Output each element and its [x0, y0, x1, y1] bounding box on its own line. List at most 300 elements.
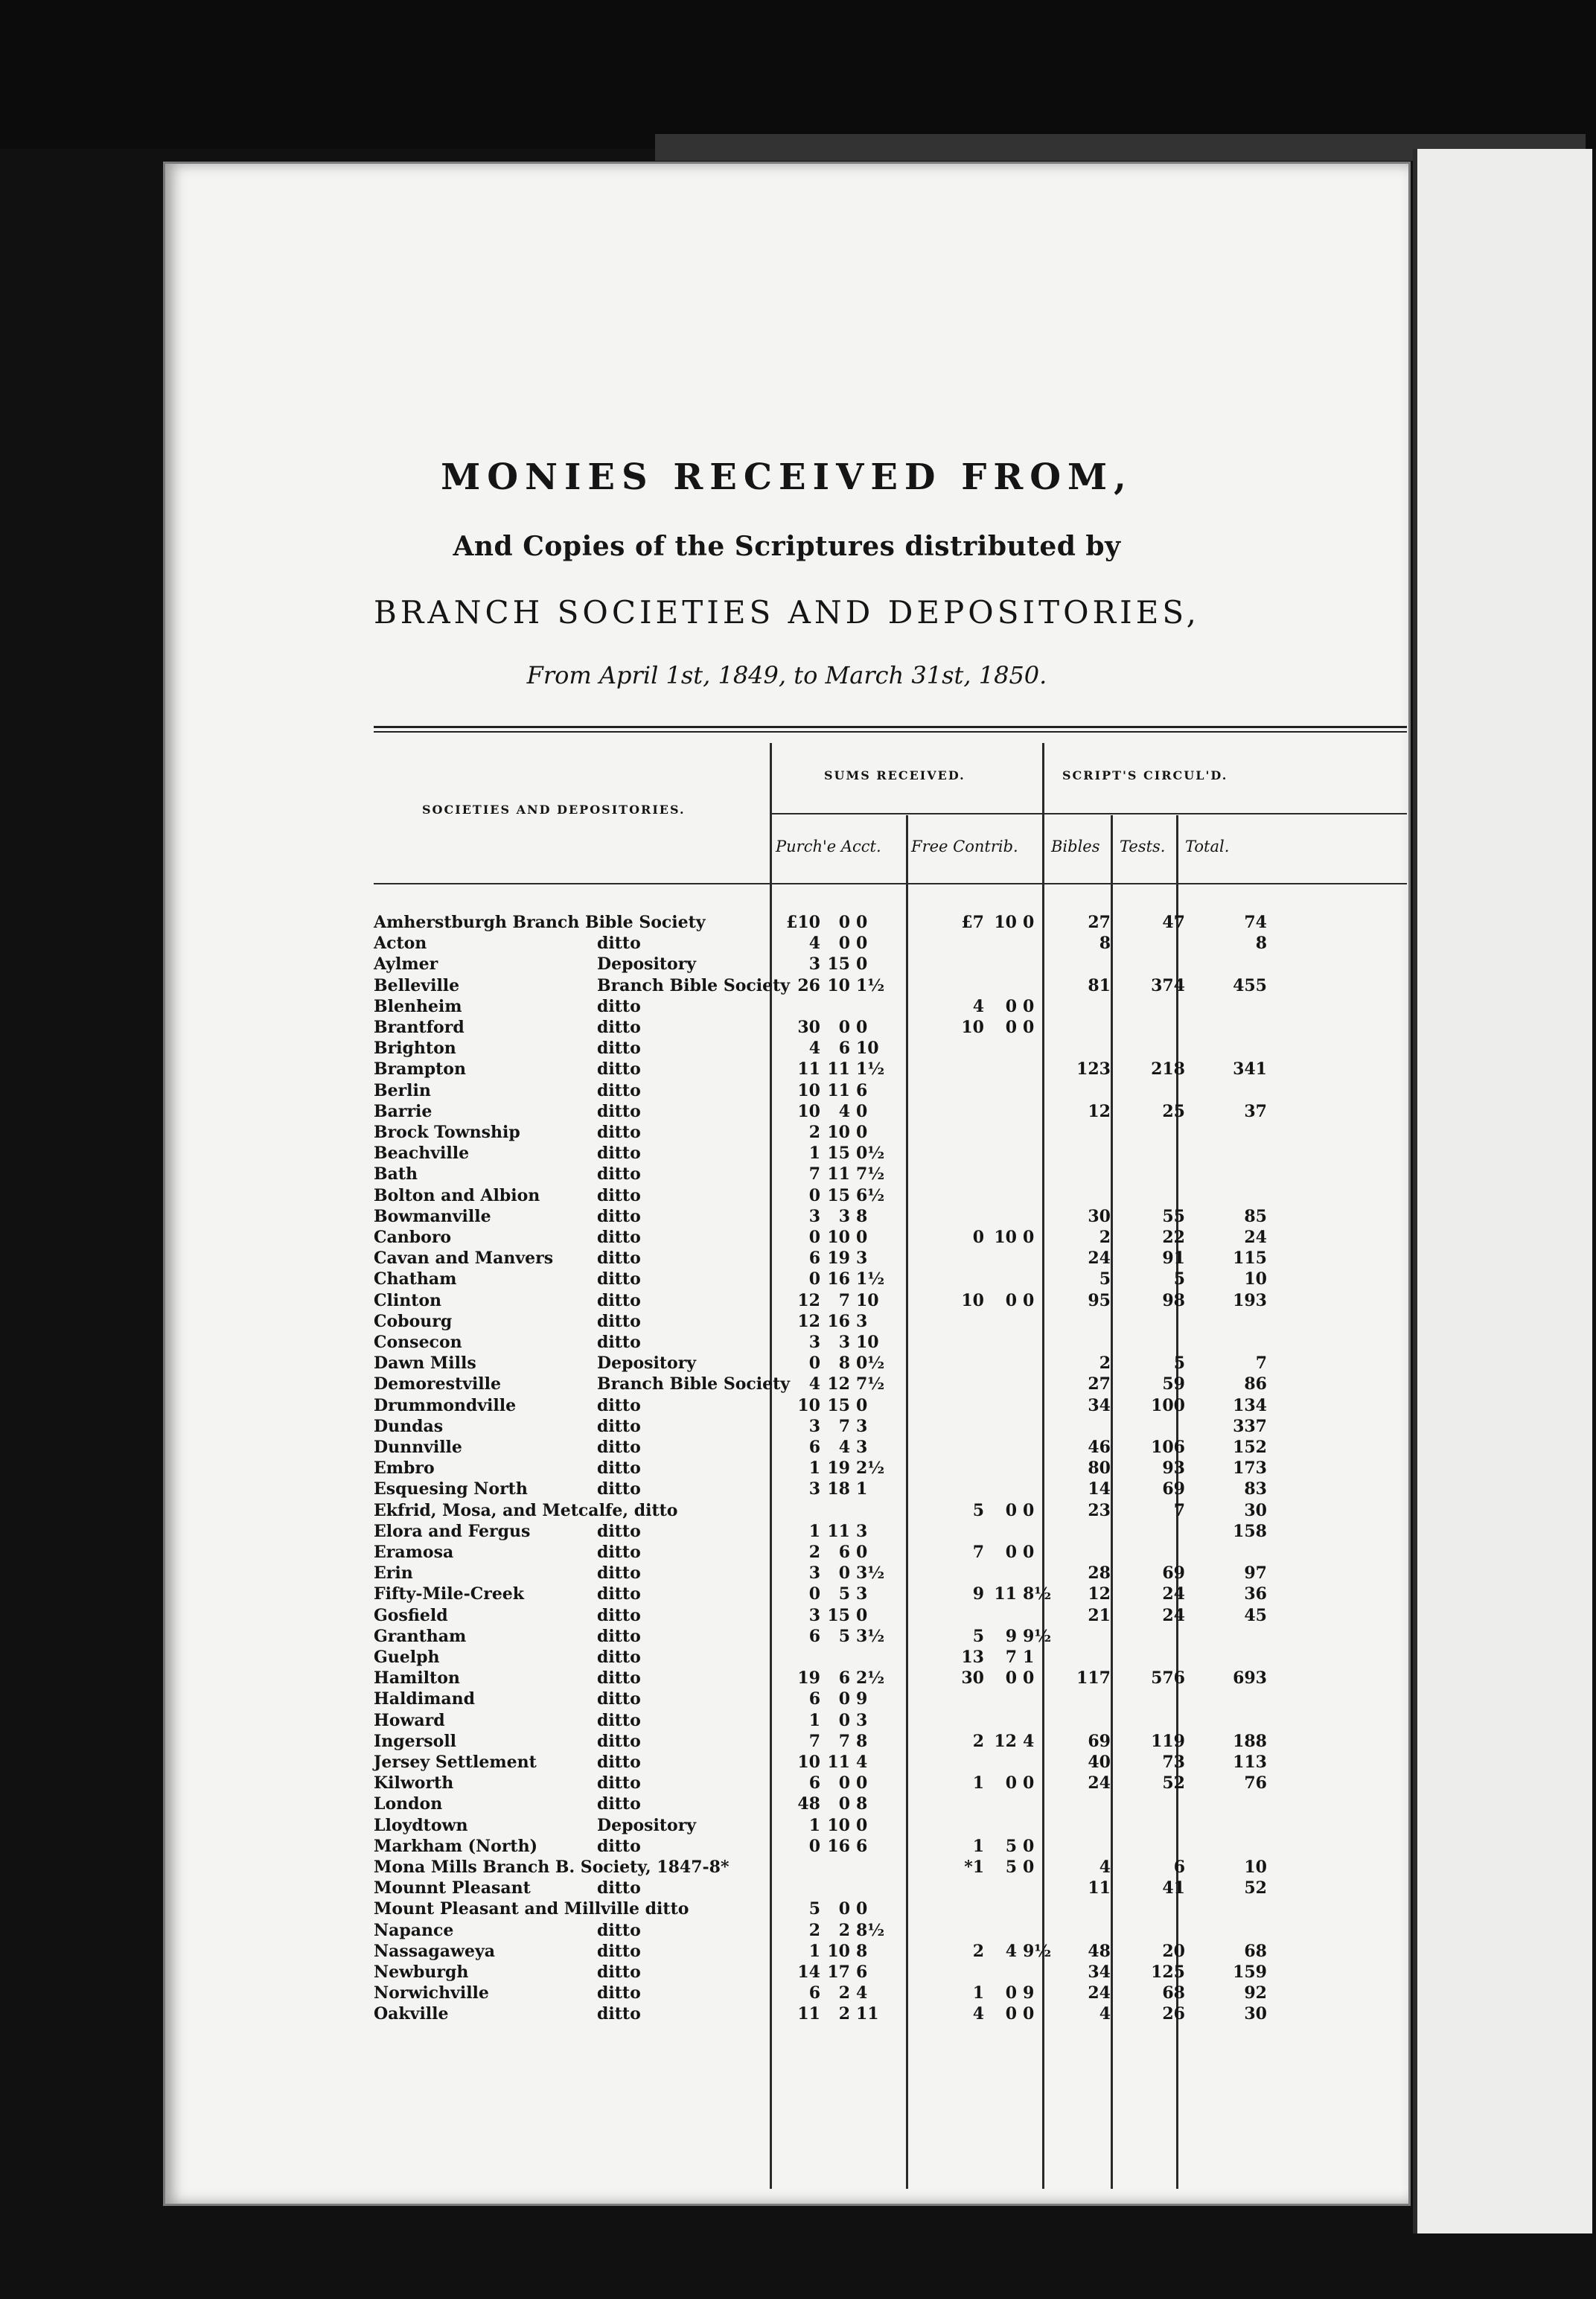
purch-shillings: 6	[838, 1039, 850, 1059]
table-row	[165, 1101, 1408, 1122]
table-row	[165, 1815, 1408, 1836]
free-pounds: 30	[961, 1668, 984, 1689]
total-count: 693	[1233, 1668, 1267, 1689]
society-type: ditto	[597, 1269, 641, 1289]
purch-pence: 8½	[856, 1920, 885, 1940]
header-bibles: Bibles	[1051, 838, 1100, 855]
purch-pence: 10	[856, 1039, 879, 1059]
table-row	[165, 1878, 1408, 1898]
tests-count: 41	[1162, 1878, 1185, 1898]
society-name: Esquesing North	[374, 1479, 528, 1499]
bibles-count: 23	[1088, 1500, 1111, 1520]
society-name: Cavan and Manvers	[374, 1249, 554, 1269]
tests-count: 25	[1162, 1101, 1185, 1121]
total-count: 455	[1233, 975, 1267, 995]
society-name: Brantford	[374, 1018, 465, 1037]
society-type: ditto	[597, 1626, 641, 1646]
purch-pence: 10	[856, 1333, 879, 1352]
free-pounds: 1	[972, 1983, 984, 2003]
purch-shillings: 10	[827, 1228, 850, 1247]
tests-count: 98	[1162, 1290, 1185, 1310]
purch-pounds: 0	[808, 1584, 820, 1604]
total-count: 337	[1233, 1416, 1267, 1436]
bibles-count: 48	[1088, 1941, 1111, 1961]
society-type: ditto	[597, 1039, 641, 1059]
bibles-count: 69	[1088, 1731, 1111, 1751]
free-shillings: 10	[994, 913, 1017, 932]
free-pence: 1	[1023, 1648, 1035, 1667]
society-type: ditto	[597, 1101, 641, 1121]
free-pounds: 5	[972, 1500, 984, 1520]
purch-pence: 3	[856, 1584, 868, 1604]
table-row	[165, 1164, 1408, 1184]
purch-shillings: 11	[827, 1059, 850, 1080]
table-row	[165, 1395, 1408, 1416]
header-bottom-rule	[374, 883, 1407, 884]
society-type: Depository	[597, 1815, 697, 1835]
society-name: Clinton	[374, 1290, 442, 1310]
tests-count: 91	[1162, 1249, 1185, 1269]
purch-pounds: 3	[808, 1479, 820, 1499]
total-count: 97	[1244, 1563, 1267, 1584]
society-name: Consecon	[374, 1333, 462, 1352]
table-row	[165, 1962, 1408, 1983]
free-shillings: 0	[1005, 1668, 1017, 1689]
society-type: ditto	[597, 1710, 641, 1730]
society-name: Oakville	[374, 2004, 449, 2024]
society-name: Napance	[374, 1920, 454, 1940]
society-name: Embro	[374, 1458, 435, 1479]
purch-pence: 3	[856, 1521, 868, 1541]
purch-shillings: 10	[827, 1815, 850, 1835]
society-type: ditto	[597, 996, 641, 1016]
society-name: Belleville	[374, 975, 460, 995]
purch-pounds: 26	[797, 975, 820, 995]
society-type: ditto	[597, 1941, 641, 1961]
society-name: Brighton	[374, 1039, 456, 1059]
society-type: ditto	[597, 1144, 641, 1164]
free-pence: 0	[1023, 1500, 1035, 1520]
purch-pounds: 3	[808, 954, 820, 975]
tests-count: 24	[1162, 1605, 1185, 1625]
purch-shillings: 0	[838, 1018, 850, 1037]
total-count: 113	[1233, 1753, 1267, 1772]
purch-pence: 0	[856, 913, 868, 932]
purch-pence: 0½	[856, 1144, 885, 1164]
purch-pounds: 3	[808, 1416, 820, 1436]
tests-count: 26	[1162, 2004, 1185, 2024]
bibles-count: 11	[1088, 1878, 1111, 1898]
society-type: Branch Bible Society	[597, 1374, 791, 1394]
table-row	[165, 1269, 1408, 1289]
purch-shillings: 5	[838, 1626, 850, 1646]
header-scripts-circulated: SCRIPT'S CIRCUL'D.	[1062, 768, 1228, 782]
purch-shillings: 0	[838, 1563, 850, 1584]
free-shillings: 12	[994, 1731, 1017, 1751]
total-count: 85	[1244, 1206, 1267, 1226]
table-row	[165, 1143, 1408, 1164]
purch-pounds: 48	[797, 1794, 820, 1814]
table-row	[165, 1647, 1408, 1668]
society-type: ditto	[597, 1333, 641, 1352]
purch-shillings: 0	[838, 1710, 850, 1730]
tests-count: 100	[1151, 1395, 1185, 1415]
tests-count: 7	[1173, 1500, 1185, 1520]
table-row	[165, 912, 1408, 933]
purch-pence: 7½	[856, 1164, 885, 1184]
purch-pounds: 6	[808, 1689, 820, 1709]
society-name: Blenheim	[374, 996, 462, 1016]
purch-pounds: 2	[808, 1123, 820, 1142]
table-row	[165, 1017, 1408, 1038]
purch-shillings: 7	[838, 1731, 850, 1751]
purch-pence: 3½	[856, 1626, 885, 1646]
page-title: MONIES RECEIVED FROM,	[441, 456, 1133, 498]
purch-pounds: 1	[808, 1710, 820, 1730]
free-shillings: 11	[994, 1584, 1017, 1604]
table-row	[165, 933, 1408, 954]
bibles-count: 24	[1088, 1249, 1111, 1269]
table-row	[165, 1500, 1408, 1521]
society-name: Amherstburgh Branch Bible Society	[374, 913, 706, 932]
society-type: ditto	[597, 1836, 641, 1856]
purch-pence: 3	[856, 1416, 868, 1436]
total-count: 37	[1244, 1101, 1267, 1121]
society-name: Kilworth	[374, 1773, 454, 1793]
society-name: Brock Township	[374, 1123, 520, 1142]
society-name: Canboro	[374, 1228, 452, 1247]
table-row	[165, 1248, 1408, 1269]
tests-count: 55	[1162, 1206, 1185, 1226]
society-name: Acton	[374, 934, 427, 954]
purch-pounds: 3	[808, 1605, 820, 1625]
purch-pounds: 3	[808, 1333, 820, 1352]
total-count: 92	[1244, 1983, 1267, 2003]
purch-shillings: 17	[827, 1962, 850, 1982]
society-type: ditto	[597, 1479, 641, 1499]
society-type: ditto	[597, 1584, 641, 1604]
purch-shillings: 16	[827, 1269, 850, 1289]
free-shillings: 0	[1005, 1543, 1017, 1562]
purch-shillings: 11	[827, 1753, 850, 1772]
purch-shillings: 6	[838, 1543, 850, 1562]
purch-pounds: 4	[808, 934, 820, 954]
purch-pence: 1½	[856, 1269, 885, 1289]
society-type: ditto	[597, 1458, 641, 1479]
subheader-rule	[770, 813, 1407, 814]
society-type: ditto	[597, 1438, 641, 1457]
society-type: ditto	[597, 1543, 641, 1562]
table-row	[165, 1731, 1408, 1752]
society-name: Norwichville	[374, 1983, 489, 2003]
bibles-count: 2	[1099, 1353, 1111, 1374]
free-shillings: 0	[1005, 1290, 1017, 1310]
free-shillings: 0	[1005, 1773, 1017, 1793]
society-type: ditto	[597, 1416, 641, 1436]
total-count: 36	[1244, 1584, 1267, 1604]
purch-pence: 0	[856, 1605, 868, 1625]
purch-pounds: 2	[808, 1543, 820, 1562]
page-period: From April 1st, 1849, to March 31st, 1850.	[526, 661, 1047, 689]
free-pence: 0	[1023, 1773, 1035, 1793]
purch-shillings: 7	[838, 1416, 850, 1436]
society-name: Ingersoll	[374, 1731, 457, 1751]
total-count: 52	[1244, 1878, 1267, 1898]
free-pence: 9½	[1023, 1626, 1052, 1646]
purch-pounds: 0	[808, 1185, 820, 1205]
table-row	[165, 1752, 1408, 1773]
purch-pence: 11	[856, 2004, 879, 2024]
purch-shillings: 0	[838, 913, 850, 932]
society-name: Berlin	[374, 1080, 431, 1100]
table-row	[165, 1898, 1408, 1919]
society-name: Ekfrid, Mosa, and Metcalfe, ditto	[374, 1500, 678, 1520]
purch-shillings: 11	[827, 1080, 850, 1100]
bibles-count: 117	[1076, 1668, 1111, 1689]
society-type: ditto	[597, 934, 641, 954]
free-pounds: 10	[961, 1290, 984, 1310]
table-row	[165, 1941, 1408, 1962]
purch-shillings: 0	[838, 1689, 850, 1709]
bibles-count: 24	[1088, 1773, 1111, 1793]
society-type: ditto	[597, 1773, 641, 1793]
purch-pence: 2½	[856, 1458, 885, 1479]
header-total: Total.	[1185, 838, 1230, 855]
society-type: ditto	[597, 2004, 641, 2024]
total-count: 83	[1244, 1479, 1267, 1499]
bibles-count: 95	[1088, 1290, 1111, 1310]
purch-shillings: 8	[838, 1353, 850, 1374]
purch-pence: 9	[856, 1689, 868, 1709]
purch-pence: 2½	[856, 1668, 885, 1689]
purch-pence: 3	[856, 1249, 868, 1269]
purch-pence: 6	[856, 1836, 868, 1856]
header-societies: SOCIETIES AND DEPOSITORIES.	[422, 803, 686, 817]
society-type: ditto	[597, 1731, 641, 1751]
tests-count: 218	[1151, 1059, 1185, 1080]
society-name: Nassagaweya	[374, 1941, 496, 1961]
purch-shillings: 18	[827, 1479, 850, 1499]
purch-shillings: 2	[838, 1920, 850, 1940]
total-count: 341	[1233, 1059, 1267, 1080]
society-name: Elora and Fergus	[374, 1521, 531, 1541]
free-pounds: 5	[972, 1626, 984, 1646]
free-pence: 0	[1023, 1228, 1035, 1247]
society-type: ditto	[597, 1689, 641, 1709]
table-row	[165, 975, 1408, 996]
free-shillings: 0	[1005, 1983, 1017, 2003]
purch-pounds: 10	[797, 1753, 820, 1772]
free-pence: 0	[1023, 1543, 1035, 1562]
free-pounds: 13	[961, 1648, 984, 1667]
tests-count: 5	[1173, 1353, 1185, 1374]
purch-pounds: 0	[808, 1353, 820, 1374]
table-row	[165, 1668, 1408, 1689]
table-row	[165, 1920, 1408, 1941]
scan-background	[0, 0, 1596, 149]
bibles-count: 4	[1099, 2004, 1111, 2024]
header-tests: Tests.	[1120, 838, 1166, 855]
purch-pounds: 3	[808, 1206, 820, 1226]
free-pounds: 9	[972, 1584, 984, 1604]
table-row	[165, 1437, 1408, 1458]
society-name: Fifty-Mile-Creek	[374, 1584, 525, 1604]
society-type: ditto	[597, 1920, 641, 1940]
purch-pounds: 12	[797, 1290, 820, 1310]
purch-shillings: 15	[827, 954, 850, 975]
tests-count: 119	[1151, 1731, 1185, 1751]
purch-pounds: 14	[797, 1962, 820, 1982]
purch-shillings: 2	[838, 1983, 850, 2003]
table-row	[165, 1290, 1408, 1311]
total-count: 74	[1244, 913, 1267, 932]
table-row	[165, 1563, 1408, 1584]
bibles-count: 40	[1088, 1753, 1111, 1772]
facing-page-edge	[1413, 149, 1592, 2233]
free-pounds: 2	[972, 1731, 984, 1751]
total-count: 45	[1244, 1605, 1267, 1625]
page-subtitle: And Copies of the Scriptures distributed by	[453, 531, 1121, 562]
tests-count: 68	[1162, 1983, 1185, 2003]
total-count: 152	[1233, 1438, 1267, 1457]
purch-pounds: 6	[808, 1249, 820, 1269]
society-name: Barrie	[374, 1101, 432, 1121]
purch-pence: 3	[856, 1311, 868, 1331]
society-type: Depository	[597, 954, 697, 975]
society-name: Chatham	[374, 1269, 457, 1289]
purch-pence: 1	[856, 1479, 868, 1499]
purch-pence: 0	[856, 1123, 868, 1142]
free-pence: 9½	[1023, 1941, 1052, 1961]
society-type: ditto	[597, 1123, 641, 1142]
table-row	[165, 1374, 1408, 1394]
society-name: Newburgh	[374, 1962, 469, 1982]
society-name: Bolton and Albion	[374, 1185, 540, 1205]
purch-pence: 3½	[856, 1563, 885, 1584]
purch-pounds: 19	[797, 1668, 820, 1689]
society-type: Depository	[597, 1353, 697, 1374]
bibles-count: 34	[1088, 1395, 1111, 1415]
society-name: Bath	[374, 1164, 418, 1184]
society-type: ditto	[597, 1395, 641, 1415]
society-type: ditto	[597, 1521, 641, 1541]
purch-shillings: 10	[827, 1941, 850, 1961]
total-count: 7	[1255, 1353, 1267, 1374]
society-type: ditto	[597, 1290, 641, 1310]
purch-shillings: 10	[827, 1123, 850, 1142]
table-row	[165, 954, 1408, 975]
table-row	[165, 1206, 1408, 1227]
total-count: 115	[1233, 1249, 1267, 1269]
free-pounds: 4	[972, 2004, 984, 2024]
total-count: 188	[1233, 1731, 1267, 1751]
purch-pounds: 3	[808, 1563, 820, 1584]
purch-pounds: 0	[808, 1269, 820, 1289]
free-pounds: *1	[964, 1858, 984, 1877]
society-type: ditto	[597, 1962, 641, 1982]
society-type: ditto	[597, 1164, 641, 1184]
table-row	[165, 1080, 1408, 1101]
bibles-count: 2	[1099, 1228, 1111, 1247]
total-count: 30	[1244, 2004, 1267, 2024]
bibles-count: 34	[1088, 1962, 1111, 1982]
tests-count: 5	[1173, 1269, 1185, 1289]
society-name: Guelph	[374, 1648, 440, 1667]
bibles-count: 28	[1088, 1563, 1111, 1584]
purch-shillings: 0	[838, 934, 850, 954]
total-count: 24	[1244, 1228, 1267, 1247]
purch-pence: 6½	[856, 1185, 885, 1205]
table-row	[165, 1479, 1408, 1499]
free-pence: 0	[1023, 1290, 1035, 1310]
free-pounds: 1	[972, 1773, 984, 1793]
society-name: Demorestville	[374, 1374, 502, 1394]
table-row	[165, 1983, 1408, 2003]
purch-pounds: 12	[797, 1311, 820, 1331]
purch-pounds: 11	[797, 2004, 820, 2024]
bibles-count: 21	[1088, 1605, 1111, 1625]
table-row	[165, 1458, 1408, 1479]
bibles-count: 5	[1099, 1269, 1111, 1289]
purch-pounds: 0	[808, 1228, 820, 1247]
purch-pounds: 10	[797, 1080, 820, 1100]
free-pence: 9	[1023, 1983, 1035, 2003]
table-row	[165, 1542, 1408, 1563]
purch-shillings: 10	[827, 975, 850, 995]
free-shillings: 5	[1005, 1836, 1017, 1856]
purch-shillings: 6	[838, 1668, 850, 1689]
tests-count: 59	[1162, 1374, 1185, 1394]
purch-pounds: 6	[808, 1773, 820, 1793]
purch-shillings: 0	[838, 1773, 850, 1793]
table-row	[165, 1353, 1408, 1374]
society-name: Gosfield	[374, 1605, 448, 1625]
tests-count: 52	[1162, 1773, 1185, 1793]
purch-pounds: 1	[808, 1458, 820, 1479]
purch-pence: 1½	[856, 975, 885, 995]
purch-pounds: 1	[808, 1815, 820, 1835]
purch-shillings: 19	[827, 1249, 850, 1269]
purch-pence: 3	[856, 1438, 868, 1457]
purch-pence: 0	[856, 1899, 868, 1919]
purch-shillings: 15	[827, 1605, 850, 1625]
free-pence: 4	[1023, 1731, 1035, 1751]
purch-pence: 0	[856, 1101, 868, 1121]
purch-pounds: 5	[808, 1899, 820, 1919]
free-shillings: 0	[1005, 996, 1017, 1016]
society-type: ditto	[597, 1605, 641, 1625]
society-type: ditto	[597, 1311, 641, 1331]
purch-pounds: 1	[808, 1941, 820, 1961]
purch-pence: 1½	[856, 1059, 885, 1080]
purch-pence: 0	[856, 1395, 868, 1415]
purch-pence: 0	[856, 954, 868, 975]
purch-shillings: 19	[827, 1458, 850, 1479]
total-count: 86	[1244, 1374, 1267, 1394]
total-count: 158	[1233, 1521, 1267, 1541]
purch-pence: 6	[856, 1080, 868, 1100]
society-name: Bowmanville	[374, 1206, 491, 1226]
society-type: ditto	[597, 1185, 641, 1205]
free-shillings: 4	[1005, 1941, 1017, 1961]
purch-shillings: 15	[827, 1185, 850, 1205]
purch-pence: 8	[856, 1794, 868, 1814]
society-type: ditto	[597, 1563, 641, 1584]
table-row	[165, 1626, 1408, 1647]
society-name: Howard	[374, 1710, 445, 1730]
purch-shillings: 16	[827, 1836, 850, 1856]
total-count: 68	[1244, 1941, 1267, 1961]
